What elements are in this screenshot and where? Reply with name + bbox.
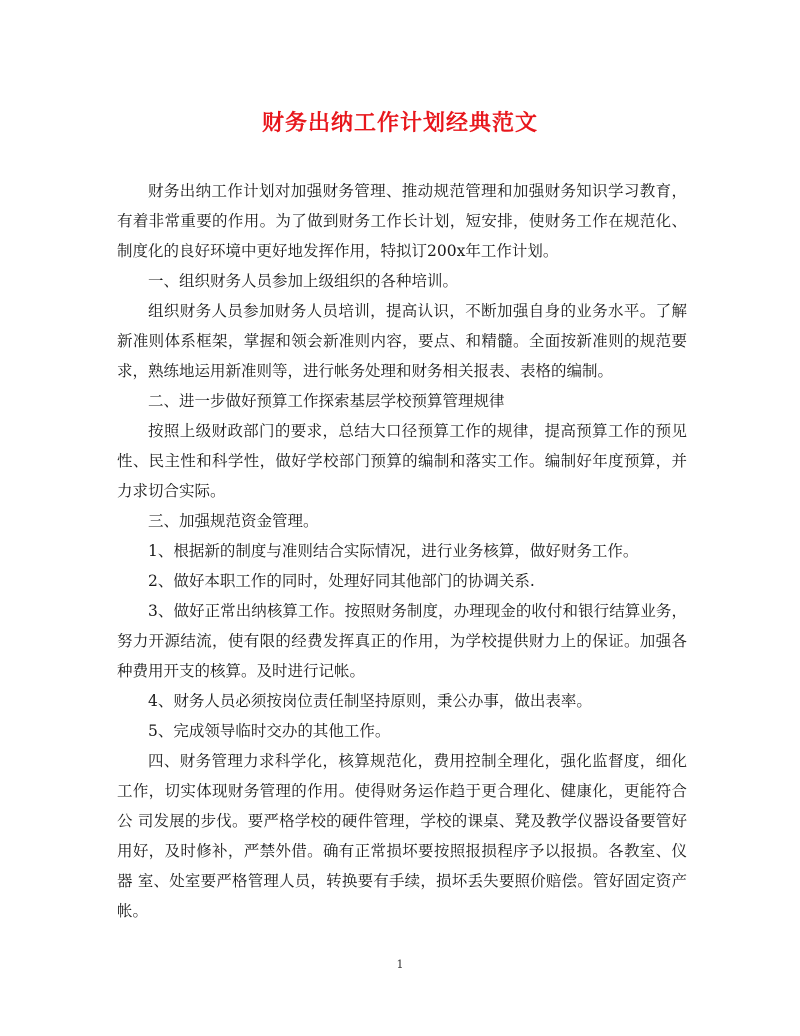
list-item: 1、根据新的制度与准则结合实际情况，进行业务核算，做好财务工作。 [148,542,639,560]
page-number: 1 [396,958,404,971]
list-item: 5、完成领导临时交办的其他工作。 [148,722,391,740]
document-body [117,176,687,926]
body-paragraph: 组织财务人员参加财务人员培训，提高认识，不断加强自身的业务水平。了解新准则体系框架，掌握和领会新准则内容，要点、和精髓。全面按新准则的规范要求，熟练地运用新准则等，进行帐务处理和财务相关报表、表格的编制。 [117,302,687,380]
intro-paragraph: 财务出纳工作计划对加强财务管理、推动规范管理和加强财务知识学习教育，有着非常重要的作用。为了做到财务工作长计划，短安排，使财务工作在规范化、制度化的良好环境中更好地发挥作用，特拟订200x年工作计划。 [117,182,687,260]
section-heading-2: 二、进一步做好预算工作探索基层学校预算管理规律 [148,392,505,410]
body-paragraph: 按照上级财政部门的要求，总结大口径预算工作的规律，提高预算工作的预见性、民主性和科学性，做好学校部门预算的编制和落实工作。编制好年度预算，并力求切合实际。 [117,422,687,500]
list-item: 3、做好正常出纳核算工作。按照财务制度，办理现金的收付和银行结算业务，努力开源结流，使有限的经费发挥真正的作用，为学校提供财力上的保证。加强各种费用开支的核算。及时进行记帐。 [117,602,687,680]
section-heading-4: 四、财务管理力求科学化，核算规范化，费用控制全理化，强化监督度，细化工作，切实体现财务管理的作用。使得财务运作趋于更合理化、健康化，更能符合公 司发展的步伐。要严格学校的硬件管理，学校的课桌、凳及教学仪器设备要管好用好，及时修补，严禁外借。确有正常损坏要按照报损程序予以报损。各教室、仪器 室、处室要严格管理人员，转换要有手续，损坏丢失要照价赔偿。管好固定资产帐。 [117,752,687,920]
section-heading-3: 三、加强规范资金管理。 [148,512,319,530]
section-heading-1: 一、组织财务人员参加上级组织的各种培训。 [148,272,459,290]
list-item: 2、做好本职工作的同时，处理好同其他部门的协调关系. [148,572,535,590]
list-item: 4、财务人员必须按岗位责任制坚持原则，秉公办事，做出表率。 [148,692,592,710]
document-title: 财务出纳工作计划经典范文 [261,111,538,136]
